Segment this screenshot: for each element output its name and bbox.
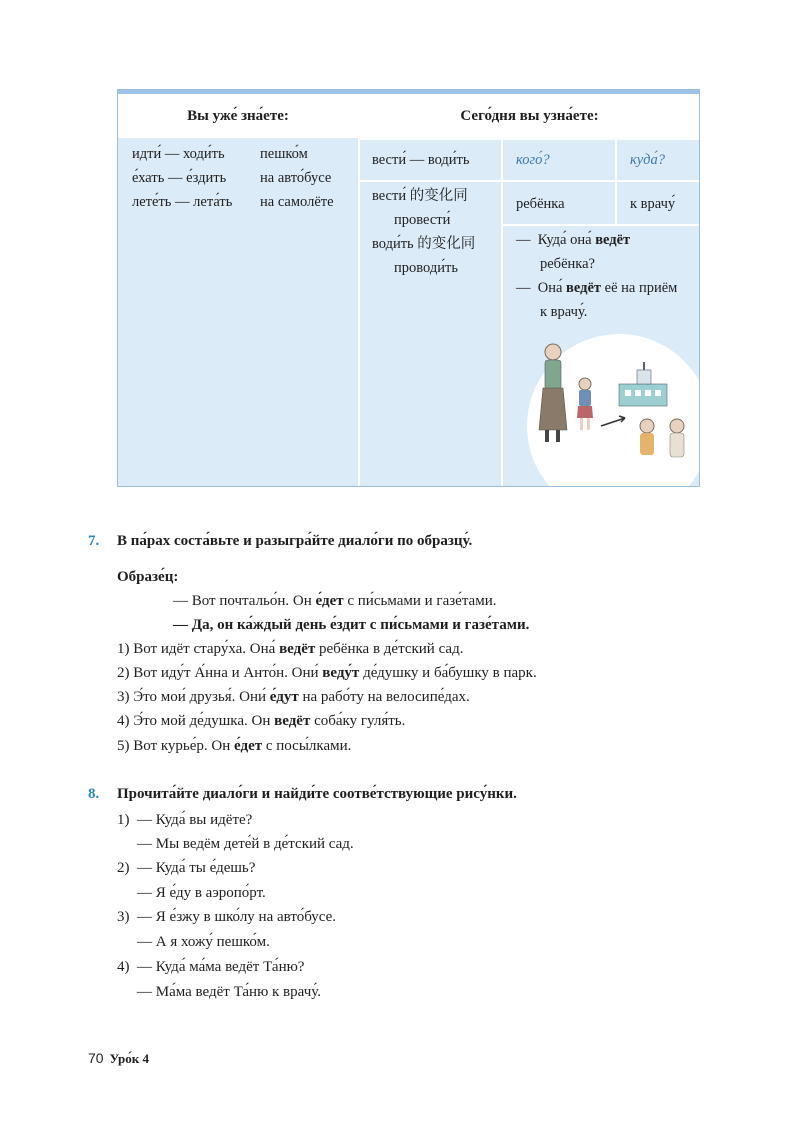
dialog-line: — Куда́ вы идёте? (137, 812, 253, 828)
dialog-line: — Мы ведём дете́й в де́тский сад. (137, 836, 354, 852)
row-divider (360, 138, 699, 140)
conjugation-note: проводи́ть (394, 260, 458, 276)
exercise-7-item: 2) Вот иду́т А́нна и Анто́н. Они́ веду́т де́душку и ба́бушку в парк. (117, 665, 537, 681)
exercise-7-item: 3) Э́то мои́ друзья́. Они́ е́дут на рабо́ту на велосипе́дах. (117, 689, 470, 705)
sample-line: — Да, он ка́ждый день е́здит с пи́сьмами и газе́тами. (173, 617, 530, 633)
exercise-7-item: 5) Вот курье́р. Он е́дет с посы́лками. (117, 738, 352, 754)
known-verb: идти́ — ходи́ть (132, 146, 225, 162)
table-dialog-line: — Она́ ведёт её на приём (516, 280, 678, 296)
page-footer (88, 1050, 149, 1068)
question-whom: кого́? (516, 152, 550, 168)
conjugation-note: провести́ (394, 212, 451, 228)
dialog-line: — Куда́ ма́ма ведёт Та́ню? (137, 959, 305, 975)
dialog-number: 2) (117, 860, 130, 876)
lesson-label: Уро́к 4 (109, 1051, 150, 1066)
page-number: 70 (88, 1050, 104, 1066)
dialog-line: — Я е́ду в аэропо́рт. (137, 885, 266, 901)
exercise-8-number: 8. (88, 786, 100, 802)
table-dialog-line: — Куда́ она́ ведёт (516, 232, 631, 248)
exercise-7-item: 1) Вот идёт стару́ха. Она́ ведёт ребёнка в де́тский сад. (117, 641, 464, 657)
exercise-7-title: В па́рах соста́вьте и разыгра́йте диало́ги по образцу́. (117, 533, 473, 549)
dialog-number: 1) (117, 812, 130, 828)
known-verb: е́хать — е́здить (132, 170, 227, 186)
answer-where: к врачу́ (630, 196, 676, 212)
column-divider (615, 180, 617, 224)
row-divider (360, 180, 699, 182)
dialog-line: — Ма́ма ведёт Та́ню к врачу́. (137, 984, 321, 1000)
dialog-line: — Куда́ ты е́дешь? (137, 860, 256, 876)
column-divider (615, 138, 617, 180)
row-divider (503, 224, 699, 226)
column-divider (358, 94, 360, 486)
answer-whom: ребёнка (516, 196, 565, 212)
exercise-7-number: 7. (88, 533, 100, 549)
sample-label: Образе́ц: (117, 569, 179, 585)
exercise-7-item: 4) Э́то мой де́душка. Он ведёт соба́ку гуля́ть. (117, 713, 406, 729)
doctor-visit-illustration (501, 322, 699, 486)
dialog-line: — Я е́зжу в шко́лу на авто́бусе. (137, 909, 337, 925)
conjugation-note: вести́ 的变化同 (372, 188, 468, 204)
table-dialog-line: к врачу́. (540, 304, 588, 320)
known-mode: на авто́бусе (260, 170, 332, 186)
known-verb: лете́ть — лета́ть (132, 194, 233, 210)
grammar-table (117, 89, 700, 487)
dialog-number: 4) (117, 959, 130, 975)
known-mode: пешко́м (260, 146, 308, 162)
known-mode: на самолёте (260, 194, 334, 210)
sample-line: — Вот почтальо́н. Он е́дет с пи́сьмами и газе́тами. (173, 593, 497, 609)
exercise-8-title: Прочита́йте диало́ги и найди́те соотве́тствующие рису́нки. (117, 786, 517, 802)
conjugation-note: води́ть 的变化同 (372, 236, 476, 252)
table-dialog-line: ребёнка? (540, 256, 595, 272)
dialog-line: — А я хожу́ пешко́м. (137, 934, 270, 950)
new-header: Сего́дня вы узна́ете: (360, 94, 699, 138)
dialog-number: 3) (117, 909, 130, 925)
question-where: куда́? (630, 152, 666, 168)
known-header: Вы уже́ зна́ете: (118, 94, 358, 138)
new-verb-pair: вести́ — води́ть (372, 152, 470, 168)
